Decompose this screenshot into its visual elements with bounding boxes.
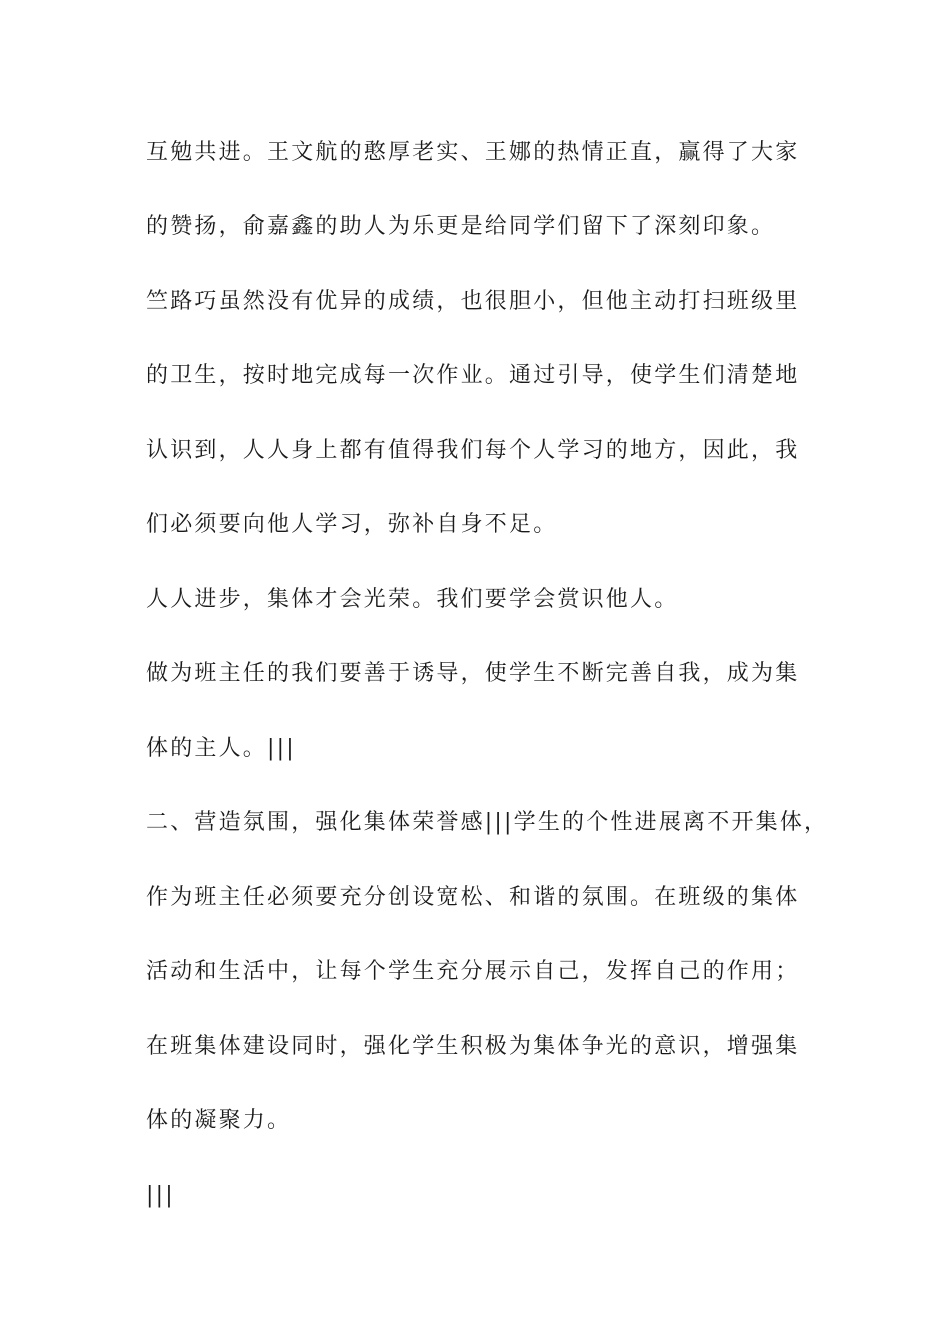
text-line: 在班集体建设同时，强化学生积极为集体争光的意识，增强集 bbox=[146, 1034, 800, 1059]
section-heading-line: 二、营造氛围，强化集体荣誉感|||学生的个性进展离不开集体， bbox=[146, 810, 829, 835]
text-line: 人人进步，集体才会光荣。我们要学会赏识他人。 bbox=[146, 587, 679, 612]
text-line: 认识到，人人身上都有值得我们每个人学习的地方，因此，我 bbox=[146, 438, 800, 463]
text-line: 互勉共进。王文航的憨厚老实、王娜的热情正直，赢得了大家 bbox=[146, 140, 800, 165]
text-line: 们必须要向他人学习，弥补自身不足。 bbox=[146, 512, 558, 537]
text-line: 做为班主任的我们要善于诱导，使学生不断完善自我，成为集 bbox=[146, 661, 800, 686]
text-line: 活动和生活中，让每个学生充分展示自己，发挥自己的作用； bbox=[146, 959, 800, 984]
text-line: 体的主人。||| bbox=[146, 736, 296, 761]
text-line: 竺路巧虽然没有优异的成绩，也很胆小，但他主动打扫班级里 bbox=[146, 289, 800, 314]
text-line: 的赞扬，俞嘉鑫的助人为乐更是给同学们留下了深刻印象。 bbox=[146, 214, 776, 239]
text-line: 体的凝聚力。 bbox=[146, 1108, 292, 1133]
text-line: 的卫生，按时地完成每一次作业。通过引导，使学生们清楚地 bbox=[146, 363, 800, 388]
text-line: ||| bbox=[146, 1183, 175, 1208]
text-line: 作为班主任必须要充分创设宽松、和谐的氛围。在班级的集体 bbox=[146, 885, 800, 910]
